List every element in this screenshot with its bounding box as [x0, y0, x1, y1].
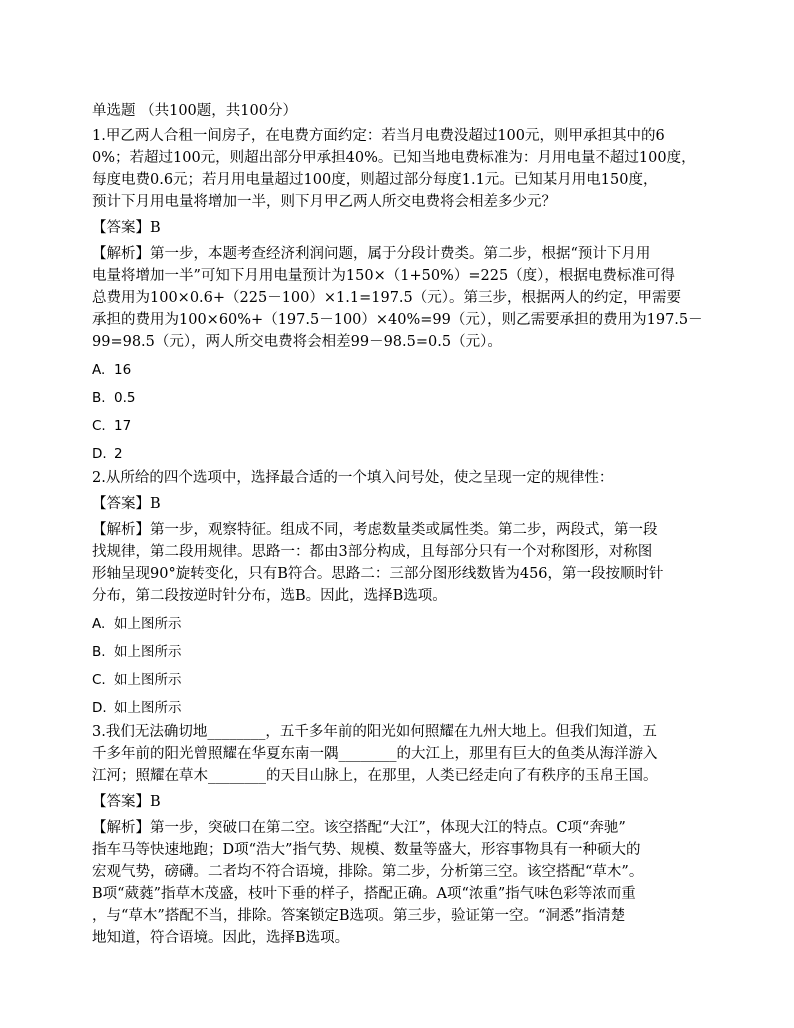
question-text: [92, 125, 712, 213]
option-c: [92, 669, 712, 691]
explanation-line: 承担的费用为100×60%+（197.5－100）×40%=99（元），则乙需要承担的费用为197.5－: [92, 312, 703, 328]
question-3: [92, 721, 712, 949]
option-key: D.: [92, 700, 107, 716]
option-text: 如上图所示: [114, 672, 182, 688]
option-key: A.: [92, 616, 106, 632]
option-a: [92, 613, 712, 635]
option-d: [92, 443, 712, 465]
option-key: D.: [92, 446, 107, 462]
explanation-line: ，与“草木”搭配不当，排除。答案锁定B选项。第三步，验证第一空。“洞悉”指清楚: [92, 908, 626, 924]
option-a: [92, 359, 712, 381]
question-line: 0%；若超过100元，则超出部分甲承担40%。已知当地电费标准为：月用电量不超过100度，: [92, 150, 696, 166]
option-text: 16: [114, 362, 132, 378]
explanation-line: 分布，第二段按逆时针分布，选B。因此，选择B选项。: [92, 588, 447, 604]
option-text: 2: [114, 446, 123, 462]
explanation-line: B项“葳蕤”指草木茂盛，枝叶下垂的样子，搭配正确。A项“浓重”指气味色彩等浓而重: [92, 886, 636, 902]
option-key: C.: [92, 672, 106, 688]
option-b: [92, 387, 712, 409]
option-text: 如上图所示: [114, 644, 182, 660]
document-page: [92, 100, 712, 949]
explanation-line: 电量将增加一半”可知下月用电量预计为150×（1+50%）=225（度），根据电费标准可得: [92, 268, 675, 284]
option-text: 0.5: [114, 390, 136, 406]
question-line: 1.甲乙两人合租一间房子，在电费方面约定：若当月电费没超过100元，则甲承担其中的6: [92, 128, 665, 144]
option-text: 如上图所示: [114, 616, 182, 632]
option-key: A.: [92, 362, 106, 378]
explanation-line: 宏观气势，磅礴。二者均不符合语境，排除。第二步，分析第三空。该空搭配“草木”。: [92, 864, 644, 880]
question-line: 3.我们无法确切地________，五千多年前的阳光如何照耀在九州大地上。但我们知道，五: [92, 724, 657, 740]
answer-label: 【答案】B: [92, 794, 161, 810]
option-key: C.: [92, 418, 106, 434]
option-d: [92, 697, 712, 719]
answer-label: 【答案】B: [92, 220, 161, 236]
explanation-line: 总费用为100×0.6+（225－100）×1.1=197.5（元）。第三步，根据两人的约定，甲需要: [92, 290, 682, 306]
explanation-line: 地知道，符合语境。因此，选择B选项。: [92, 930, 350, 946]
question-1: [92, 125, 712, 465]
explanation-line: 指车马等快速地跑；D项“浩大”指气势、规模、数量等盛大，形容事物具有一种硕大的: [92, 842, 641, 858]
option-text: 如上图所示: [114, 700, 182, 716]
explanation-line: 99=98.5（元），两人所交电费将会相差99－98.5=0.5（元）。: [92, 334, 502, 350]
question-line: 预计下月用电量将增加一半，则下月甲乙两人所交电费将会相差多少元？: [92, 194, 556, 210]
explanation-line: 【解析】第一步，突破口在第二空。该空搭配“大江”，体现大江的特点。C项“奔驰”: [92, 820, 626, 836]
explanation-line: 找规律，第二段用规律。思路一：都由3部分构成，且每部分只有一个对称图形，对称图: [92, 544, 653, 560]
explanation-line: 【解析】第一步，本题考查经济利润问题，属于分段计费类。第二步，根据“预计下月用: [92, 246, 651, 262]
section-header: 单选题 （共100题，共100分）: [92, 103, 297, 119]
question-line: 江河；照耀在草木________的天目山脉上，在那里，人类已经走向了有秩序的玉帛王国。: [92, 768, 658, 784]
question-line: 千多年前的阳光曾照耀在华夏东南一隅________的大江上，那里有巨大的鱼类从海洋游入: [92, 746, 658, 762]
option-text: 17: [114, 418, 132, 434]
question-line: 每度电费0.6元；若月用电量超过100度，则超过部分每度1.1元。已知某月用电150度，: [92, 172, 658, 188]
explanation: [92, 243, 712, 353]
option-key: B.: [92, 644, 106, 660]
option-c: [92, 415, 712, 437]
option-key: B.: [92, 390, 106, 406]
explanation-line: 【解析】第一步，观察特征。组成不同，考虑数量类或属性类。第二步，两段式，第一段: [92, 522, 658, 538]
question-2: [92, 467, 712, 719]
question-text: [92, 721, 712, 787]
question-line: 2.从所给的四个选项中，选择最合适的一个填入问号处，使之呈现一定的规律性：: [92, 470, 614, 486]
explanation: [92, 817, 712, 949]
option-b: [92, 641, 712, 663]
explanation-line: 形轴呈现90°旋转变化，只有B符合。思路二：三部分图形线数皆为456，第一段按顺时针: [92, 566, 664, 582]
answer-label: 【答案】B: [92, 496, 161, 512]
question-text: [92, 467, 712, 489]
explanation: [92, 519, 712, 607]
